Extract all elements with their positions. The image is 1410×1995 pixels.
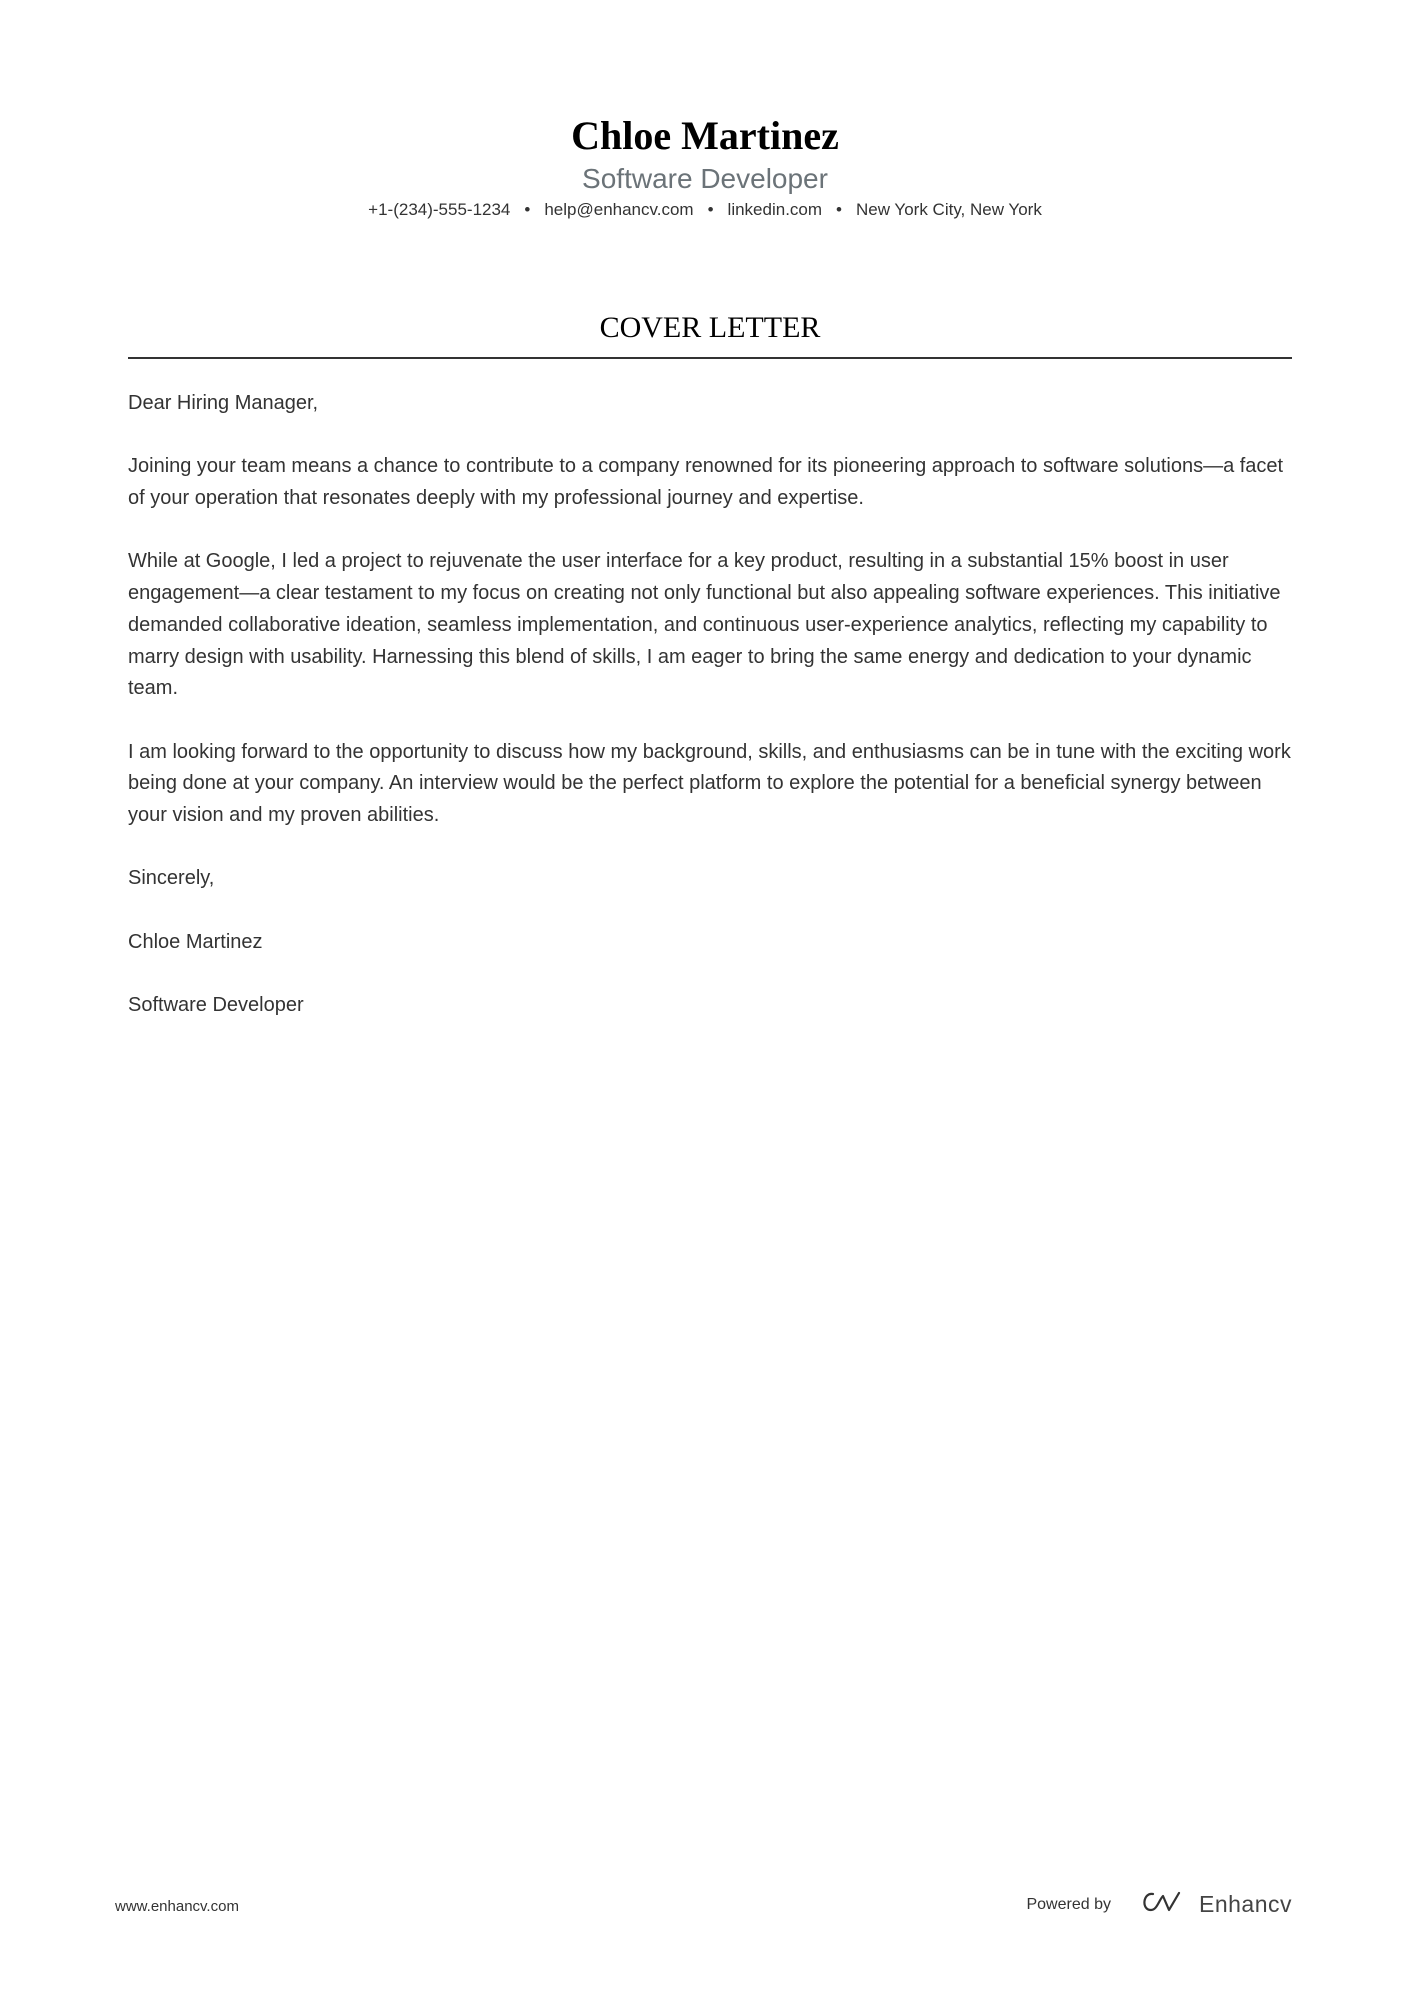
- letter-body: [128, 388, 1292, 1054]
- website-link[interactable]: www.enhancv.com: [115, 1898, 239, 1915]
- candidate-name: Chloe Martinez: [571, 113, 839, 158]
- linkedin-link[interactable]: linkedin.com: [727, 200, 823, 219]
- paragraph: While at Google, I led a project to rejuvenate the user interface for a key product, resulting in a substantial 15% boost in user engagement—a clear testament to my focus on creating not only functional but also appealing software experiences. This initiative demanded collaborative ideation, seamless implementation, and continuous user-experience analytics, reflecting my capability to marry design with usability. Harnessing this blend of skills, I am eager to bring the same energy and dedication to your dynamic team.: [128, 550, 1281, 700]
- separator-dot: •: [836, 200, 842, 219]
- resume-header: [0, 112, 1410, 222]
- location: New York City, New York: [856, 200, 1042, 219]
- separator-dot: •: [524, 200, 531, 219]
- powered-by-label: Powered by: [1026, 1895, 1111, 1913]
- cover-letter-section: [128, 308, 1292, 359]
- powered-by[interactable]: [1026, 1890, 1292, 1919]
- email-link[interactable]: help@enhancv.com: [544, 200, 694, 219]
- separator-dot: •: [707, 200, 714, 219]
- section-title: COVER LETTER: [599, 311, 821, 344]
- greeting: Dear Hiring Manager,: [128, 392, 319, 414]
- closing: Sincerely,: [128, 867, 215, 890]
- contact-line: [0, 198, 1410, 222]
- signature-name: Chloe Martinez: [128, 930, 263, 953]
- enhancv-logo-icon: [1139, 1890, 1185, 1919]
- paragraph: I am looking forward to the opportunity to discuss how my background, skills, and enthusiasms can be in tune with the exciting work being done at your company. An interview would be the perfect platform to explore the potential for a beneficial synergy between your vision and my proven abilities.: [128, 740, 1291, 827]
- candidate-title: Software Developer: [582, 163, 828, 194]
- paragraph: Joining your team means a chance to contribute to a company renowned for its pioneering approach to software solutions—a facet of your operation that resonates deeply with my professional journey and expertise.: [128, 455, 1284, 510]
- section-divider: [128, 357, 1292, 359]
- signature-title: Software Developer: [128, 994, 304, 1017]
- phone: +1-(234)-555-1234: [368, 200, 511, 219]
- brand-name: Enhancv: [1198, 1891, 1292, 1917]
